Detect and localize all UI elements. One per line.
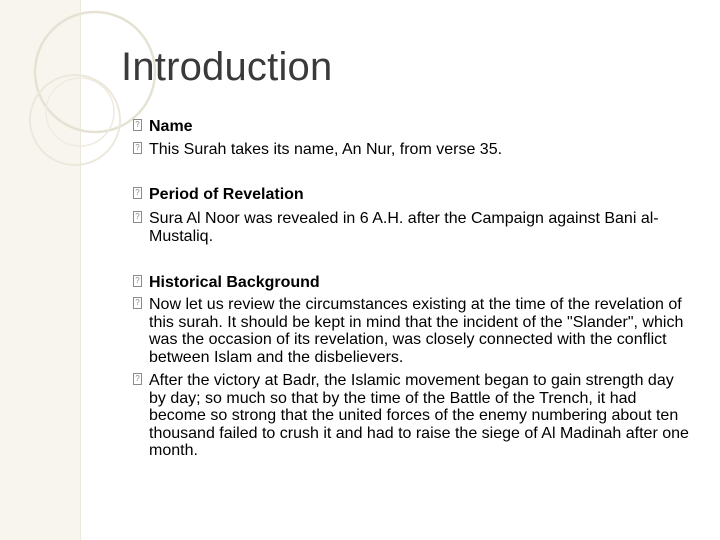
bullet-period-detail: [133, 210, 693, 245]
missing-glyph-box-icon: ?: [133, 297, 142, 309]
missing-glyph-box-icon: ?: [133, 119, 142, 131]
bullet-text: Sura Al Noor was revealed in 6 A.H. after the Campaign against Bani al-Mustaliq.: [149, 210, 659, 245]
missing-glyph-box-icon: ?: [133, 275, 142, 287]
bullet-background-detail: [133, 296, 693, 366]
slide-title: Introduction: [121, 45, 333, 89]
decorative-circles: [0, 0, 200, 200]
bullet-text: This Surah takes its name, An Nur, from verse 35.: [149, 141, 503, 158]
bullet-heading-period: [133, 186, 693, 204]
bullet-text: Period of Revelation: [149, 186, 304, 203]
bullet-text: Now let us review the circumstances existing at the time of the revelation of this surah. It should be kept in mind that the incident of the "Slander", which was the occasion of its revelation, was closely connected with the conflict between Islam and the disbelievers.: [149, 296, 684, 366]
bullet-text: Name: [149, 118, 193, 135]
missing-glyph-box-icon: ?: [133, 187, 142, 199]
missing-glyph-box-icon: ?: [133, 211, 142, 223]
bullet-text: After the victory at Badr, the Islamic movement began to gain strength day by day; so much so that by the time of the Battle of the Trench, it had become so strong that the united forces of the enemy numbering about ten thousand failed to crush it and had to raise the siege of Al Madinah after one month.: [149, 372, 689, 460]
bullet-badr-detail: [133, 372, 693, 460]
missing-glyph-box-icon: ?: [133, 373, 142, 385]
bullet-heading-name: [133, 118, 693, 136]
bullet-heading-background: [133, 274, 693, 292]
bullet-name-detail: [133, 141, 693, 159]
missing-glyph-box-icon: ?: [133, 142, 142, 154]
bullet-text: Historical Background: [149, 274, 320, 291]
